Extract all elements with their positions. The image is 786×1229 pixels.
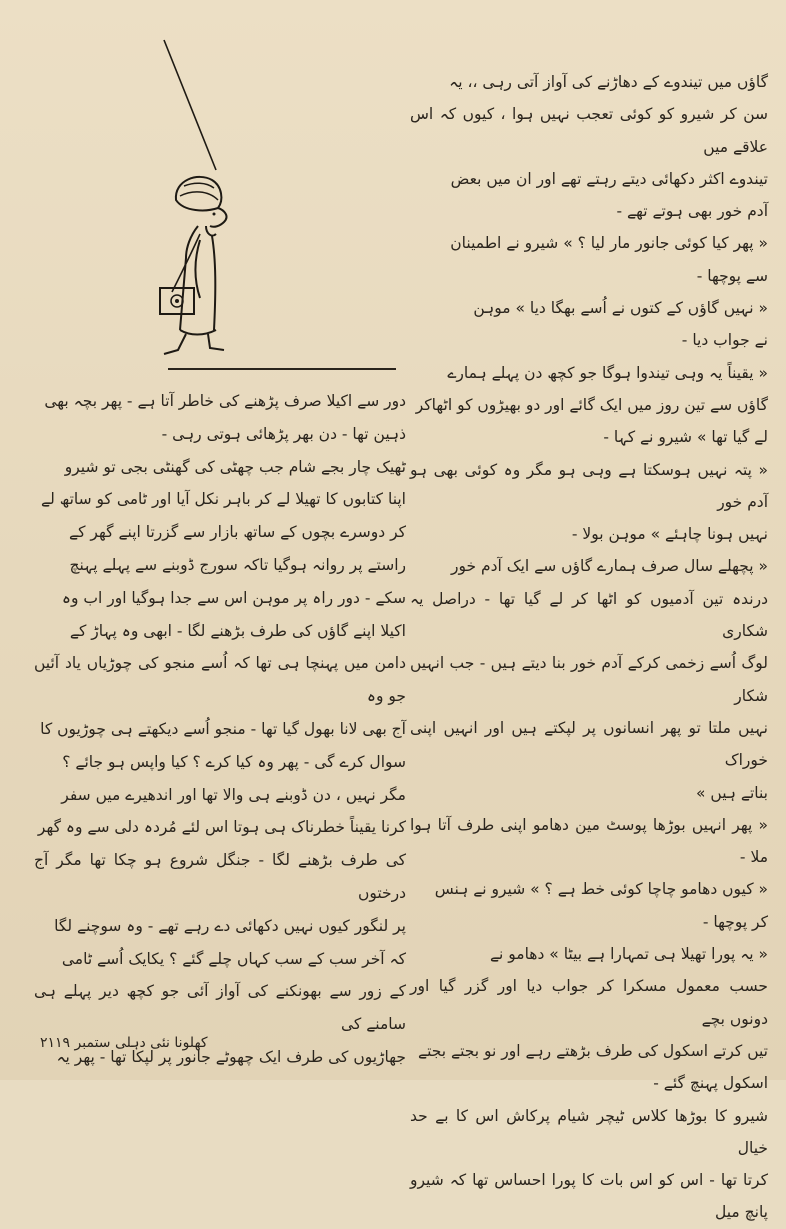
section-divider (168, 368, 396, 370)
text-line: سوال کرے گی - پھر وہ کیا کرے ؟ کیا واپس ہو جائے ؟ (62, 752, 406, 771)
text-line: مگر نہیں ، دن ڈوبنے ہی والا تھا اور اندھیرے میں سفر (61, 785, 406, 804)
text-line: « کیوں دھامو چاچا کوئی خط ہے ؟ » شیرو نے ہنس (434, 880, 768, 899)
text-line: « پھر انہیں بوڑھا پوسٹ مین دھامو اپنی طرف آتا ہوا ملا - (410, 815, 768, 867)
text-line: لے گیا تھا » شیرو نے کہا - (603, 428, 768, 447)
text-line: آدم خور بھی ہوتے تھے - (616, 202, 768, 221)
text-line: کرتا تھا - اس کو اس بات کا پورا احساس تھا کہ شیرو پانچ میل (410, 1171, 768, 1222)
text-line: نہیں ہونا چاہئے » موہن بولا - (571, 525, 768, 544)
page-footer: کھلونا نئی دہلی ستمبر ۲۱۱۹ (40, 1035, 208, 1051)
text-line: کی طرف بڑھنے لگا - جنگل شروع ہو چکا تھا مگر آج درختوں (34, 851, 406, 902)
text-line: « پتہ نہیں ہوسکتا ہے وہی ہو مگر وہ کوئی بھی ہو آدم خور (410, 460, 768, 511)
text-line: « پچھلے سال صرف ہمارے گاؤں سے ایک آدم خور (450, 557, 768, 576)
text-line: دور سے اکیلا صرف پڑھنے کی خاطر آتا ہے - پھر بچہ بھی (44, 392, 406, 410)
postman-illustration (120, 30, 400, 370)
text-line: سکے - دور راہ پر موہن اس سے جدا ہوگیا اور اب وہ (61, 588, 406, 607)
text-line: کرنا یقیناً خطرناک ہی ہوتا اس لئے مُردہ دلی سے وہ گھر (37, 818, 406, 837)
text-line: « یہ پورا تھیلا ہی تمہارا ہے بیٹا » دھامو نے (489, 945, 768, 964)
text-line: کر پوچھا - (702, 912, 768, 931)
text-line: کر دوسرے بچوں کے ساتھ بازار سے گزرتا اپنے گھر کے (69, 523, 406, 542)
text-line: « یقیناً یہ وہی تیندوا ہوگا جو کچھ دن پہلے ہمارے (447, 363, 768, 382)
text-line: « نہیں گاؤں کے کتوں نے اُسے بھگا دیا » موہن (473, 299, 768, 318)
text-line: راستے پر روانہ ہوگیا تاکہ سورج ڈوبنے سے پہلے پہنچ (69, 555, 406, 574)
front-leg (208, 334, 224, 350)
text-line: پر لنگور کیوں نہیں دکھائی دے رہے تھے - وہ سوچنے لگا (54, 916, 406, 935)
text-line: لوگ اُسے زخمی کرکے آدم خور بنا دیتے ہیں - جب انہیں شکار (410, 654, 768, 705)
text-line: سے پوچھا - (696, 266, 768, 285)
text-line: بناتے ہیں » (695, 783, 768, 802)
text-line: اپنا کتابوں کا تھیلا لے کر باہر نکل آیا اور ٹامی کو ساتھ لے (41, 490, 406, 509)
text-line: اکیلا اپنے گاؤں کی طرف بڑھنے لگا - ابھی وہ پہاڑ کے (69, 621, 406, 640)
text-line: اسکول پہنچ گئے - (653, 1074, 768, 1093)
text-line: گاؤں سے تین روز میں ایک گائے اور دو بھیڑوں کو اٹھاکر (415, 395, 768, 414)
text-line: تیندوے اکثر دکھائی دیتے رہتے تھے اور ان میں بعض (450, 169, 768, 188)
text-line: نے جواب دیا - (681, 331, 768, 350)
right-text-column (410, 66, 768, 1229)
text-line: ذہین تھا - دن بھر پڑھائی ہوتی رہی - (161, 424, 406, 443)
text-line: ٹھیک چار بجے شام جب چھٹی کی گھنٹی بجی تو شیرو (64, 457, 406, 476)
turban-shape (176, 177, 221, 210)
arm-line (196, 240, 201, 298)
text-line: نہیں ملتا تو پھر انسانوں پر لپکتے ہیں اور انہیں اپنی خوراک (410, 718, 768, 770)
text-line: دامن میں پہنچا ہی تھا کہ اُسے منجو کی چوڑیاں یاد آئیں جو وہ (34, 654, 406, 706)
text-line: درندہ تین آدمیوں کو اٹھا کر لے گیا تھا - دراصل یہ شکاری (410, 589, 768, 641)
left-text-column (34, 385, 406, 1074)
text-line: شیرو کا بوڑھا کلاس ٹیچر شیام پرکاش اس کا بے حد خیال (410, 1106, 768, 1157)
text-line: کہ آخر سب کے سب کہاں چلے گئے ؟ یکایک اُسے ٹامی (61, 949, 406, 968)
text-line: کے زور سے بھونکنے کی آواز آئی جو کچھ دیر پہلے ہی سامنے کی (34, 982, 406, 1034)
pole-line (164, 40, 216, 170)
body-front (212, 236, 215, 330)
text-line: گاؤں میں تیندوے کے دھاڑنے کی آواز آتی رہی ،، یہ (449, 73, 768, 91)
text-line: حسب معمول مسکرا کر جواب دیا اور گزر گیا اور دونوں بچے (410, 977, 768, 1028)
text-line: تیں کرتے اسکول کی طرف بڑھتے رہے اور نو بجتے بجتے (418, 1041, 768, 1060)
face-shape (210, 208, 226, 227)
back-leg (164, 334, 186, 354)
text-line: جھاڑیوں کی طرف ایک چھوٹے جانور پر لپکا تھا - پھر یہ (56, 1047, 406, 1066)
text-line: سن کر شیرو کو کوئی تعجب نہیں ہوا ، کیوں کہ اس علاقے میں (410, 105, 768, 156)
text-line: « پھر کیا کوئی جانور مار لیا ؟ » شیرو نے اطمینان (450, 234, 768, 253)
text-line: آج بھی لانا بھول گیا تھا - منجو اُسے دیکھتے ہی چوڑیوں کا (40, 719, 406, 738)
